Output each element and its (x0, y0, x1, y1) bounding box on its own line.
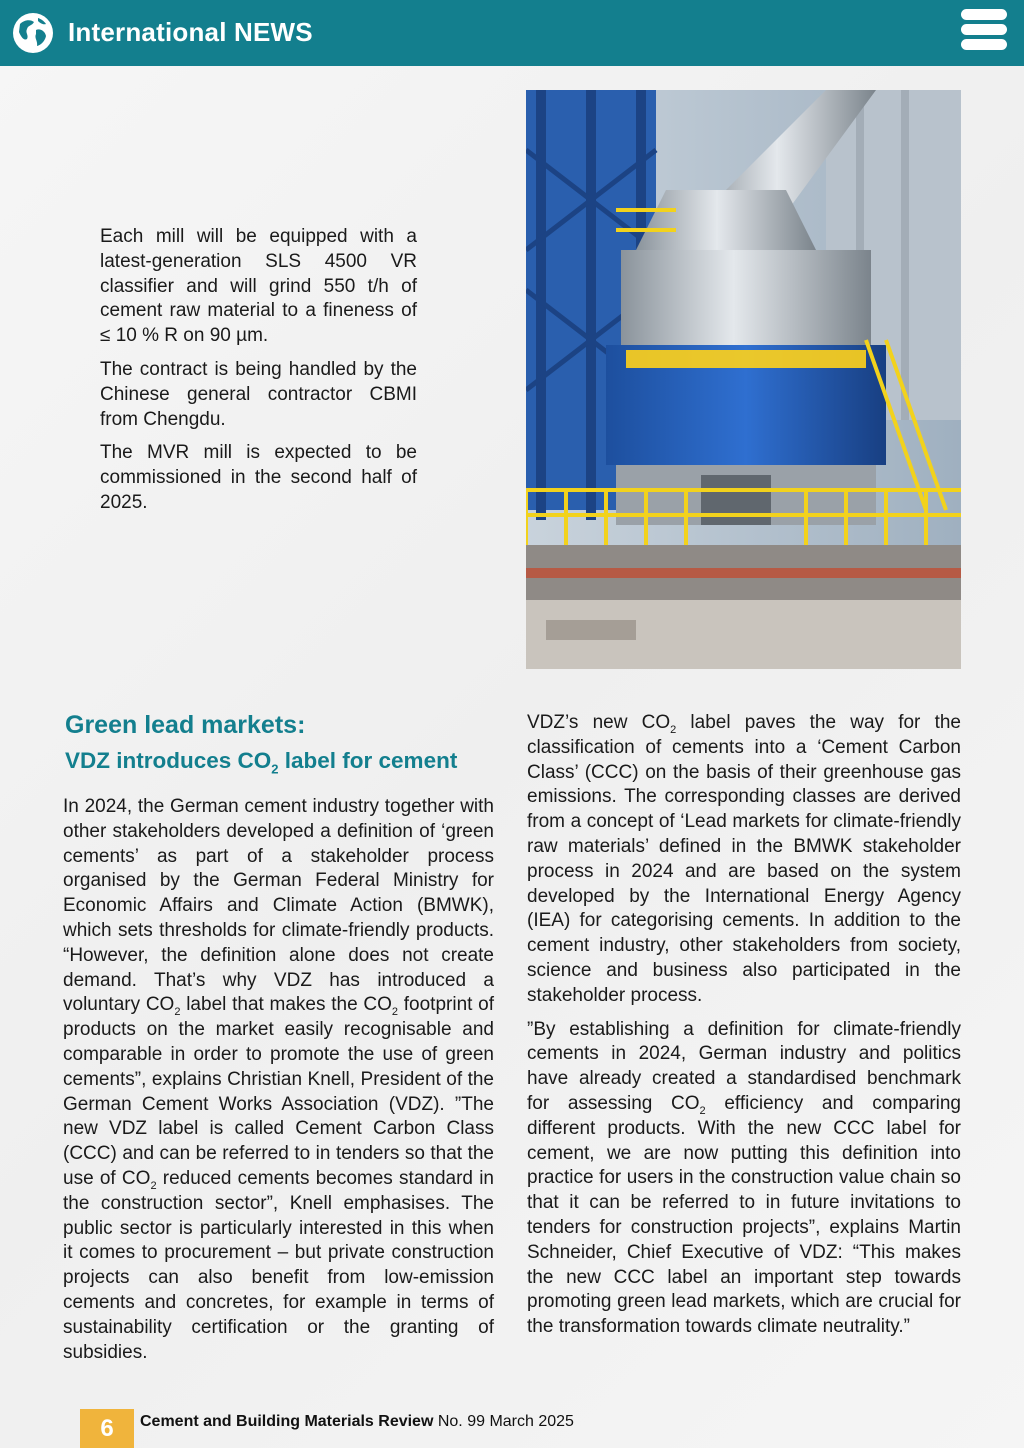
article-subheadline: VDZ introduces $CO_2$ label for cement (65, 748, 458, 777)
article-left-column (63, 795, 494, 1374)
page-header (0, 0, 1024, 66)
footer-citation (140, 1413, 574, 1431)
intro-paragraph-2: The contract is being handled by the Chinese general contractor CBMI from Chengdu. (100, 358, 417, 430)
intro-paragraph-1: Each mill will be equipped with a latest-generation SLS 4500 VR classifier and will grind 550 t/h of cement raw material to a fineness of ≤ 10 % R on 90 µm. (100, 226, 417, 347)
article-right-column (527, 711, 961, 1349)
article-headline: Green lead markets: (65, 711, 306, 739)
right-paragraph-1: VDZ’s new $CO_2$ label paves the way for the classification of cements into a ‘Cement Carbon Class’ (CCC) on the basis of their greenhouse gas emissions. The corresponding classes are derived from a concept of ‘Lead markets for climate-friendly raw materials’ defined in the BMWK stakeholder process in 2024 and are based on the system developed by the International Energy Agency (IEA) for categorising cements. In addition to the cement industry, other stakeholders from society, science and business also participated in the stakeholder process. (527, 712, 961, 1006)
magazine-name: Cement and Building Materials Review (140, 1413, 434, 1430)
mill-photo (526, 90, 961, 669)
hamburger-menu-icon[interactable] (960, 9, 1008, 57)
page-number: 6 (80, 1409, 134, 1448)
intro-text (100, 225, 417, 525)
issue-info: No. 99 March 2025 (433, 1413, 574, 1430)
left-paragraph: In 2024, the German cement industry together with other stakeholders developed a definition of ‘green cements’ as part of a stakeholder process organised by the German Federal Ministry for Economic Affairs and Climate Action (BMWK), which sets thresholds for climate-friendly products. “However, the definition alone does not create demand. That’s why VDZ has introduced a voluntary $CO_2$ label that makes the $CO_2$ footprint of products on the market easily recognisable and comparable in order to promote the use of green cements”, explains Christian Knell, President of the German Cement Works Association (VDZ). ”The new VDZ label is called Cement Carbon Class (CCC) and can be referred to in tenders so that the use of $CO_2$ reduced cements becomes standard in the construction sector”, Knell emphasises. The public sector is particularly interested in this when it comes to procurement – but private construction projects can also benefit from low-emission cements and concretes, for example in terms of sustainability certification or the granting of subsidies. (63, 796, 494, 1363)
globe-icon (10, 10, 56, 56)
right-paragraph-2: ”By establishing a definition for climate-friendly cements in 2024, German industry and politics have already created a standardised benchmark for assessing $CO_2$ efficiency and comparing different products. With the new CCC label for cement, we are now putting this definition into practice for users in the construction value chain so that it can be referred to in future invitations to tenders for construction projects”, explains Martin Schneider, Chief Executive of VDZ: “This makes the new CCC label an important step towards promoting green lead markets, which are crucial for the transformation towards climate neutrality.” (527, 1018, 961, 1338)
intro-paragraph-3: The MVR mill is expected to be commissioned in the second half of 2025. (100, 442, 417, 513)
header-title: International NEWS (68, 17, 313, 47)
